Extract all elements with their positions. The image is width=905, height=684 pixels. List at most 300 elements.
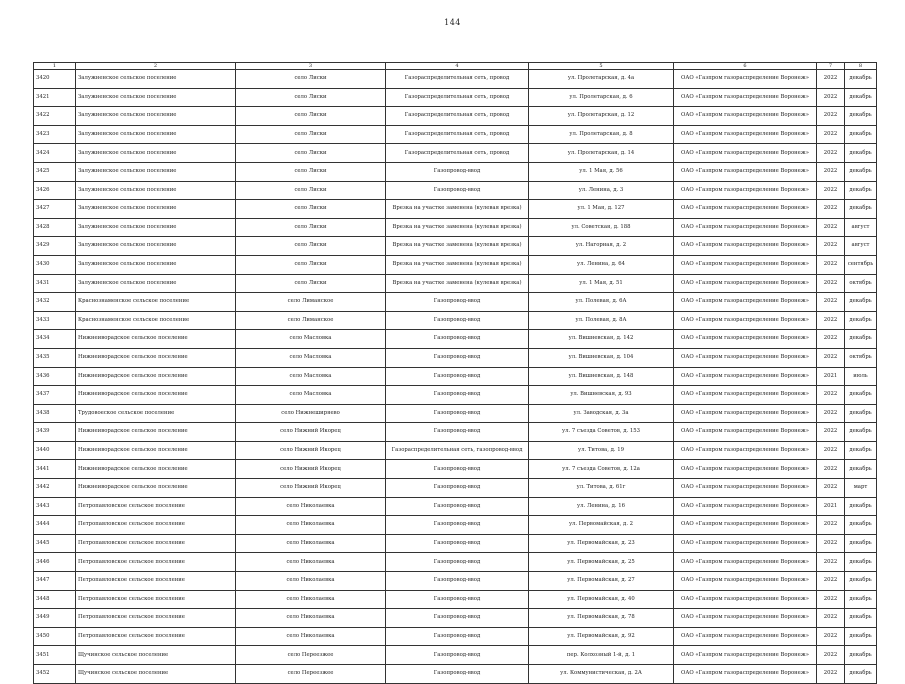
year-cell: 2022 <box>817 200 845 219</box>
owner-cell: ОАО «Газпром газораспределение Воронеж» <box>674 479 817 498</box>
object-cell: Газопровод-ввод <box>386 627 529 646</box>
owner-cell: ОАО «Газпром газораспределение Воронеж» <box>674 646 817 665</box>
address-cell: ул. Вишневская, д. 104 <box>529 348 674 367</box>
year-cell: 2022 <box>817 274 845 293</box>
month-cell: декабрь <box>845 590 877 609</box>
locality-cell: село Масловка <box>236 367 386 386</box>
address-cell: ул. Первомайская, д. 25 <box>529 553 674 572</box>
column-number: 7 <box>817 63 845 70</box>
object-cell: Газопровод-ввод <box>386 590 529 609</box>
table-row <box>34 330 877 349</box>
settlement-cell: Залужненское сельское поселение <box>76 88 236 107</box>
table-row <box>34 200 877 219</box>
row-number: 3426 <box>34 181 76 200</box>
table-row <box>34 441 877 460</box>
row-number: 3430 <box>34 255 76 274</box>
settlement-cell: Щучинское сельское поселение <box>76 646 236 665</box>
object-cell: Врезка на участке заменена (кулевая врезка) <box>386 255 529 274</box>
address-cell: ул. Пролетарская, д. 6 <box>529 88 674 107</box>
year-cell: 2022 <box>817 255 845 274</box>
table-row <box>34 311 877 330</box>
table-row <box>34 386 877 405</box>
month-cell: декабрь <box>845 144 877 163</box>
row-number: 3429 <box>34 237 76 256</box>
column-number: 3 <box>236 63 386 70</box>
owner-cell: ОАО «Газпром газораспределение Воронеж» <box>674 181 817 200</box>
row-number: 3442 <box>34 479 76 498</box>
settlement-cell: Залужненское сельское поселение <box>76 107 236 126</box>
address-cell: ул. 7 съезда Советов, д. 12а <box>529 460 674 479</box>
locality-cell: село Нижний Икорец <box>236 423 386 442</box>
settlement-cell: Петропавловское сельское поселение <box>76 627 236 646</box>
month-cell: декабрь <box>845 646 877 665</box>
locality-cell: село Лиски <box>236 274 386 293</box>
address-cell: ул. Первомайская, д. 78 <box>529 609 674 628</box>
object-cell: Газопровод-ввод <box>386 423 529 442</box>
table-row <box>34 70 877 89</box>
table-row <box>34 88 877 107</box>
month-cell: сентябрь <box>845 255 877 274</box>
owner-cell: ОАО «Газпром газораспределение Воронеж» <box>674 665 817 684</box>
owner-cell: ОАО «Газпром газораспределение Воронеж» <box>674 404 817 423</box>
table-row <box>34 218 877 237</box>
owner-cell: ОАО «Газпром газораспределение Воронеж» <box>674 423 817 442</box>
month-cell: декабрь <box>845 553 877 572</box>
column-number: 4 <box>386 63 529 70</box>
object-cell: Газопровод-ввод <box>386 609 529 628</box>
object-cell: Газораспределительная сеть, провод <box>386 107 529 126</box>
owner-cell: ОАО «Газпром газораспределение Воронеж» <box>674 534 817 553</box>
locality-cell: село Лиски <box>236 255 386 274</box>
month-cell: декабрь <box>845 386 877 405</box>
table-row <box>34 590 877 609</box>
settlement-cell: Залужненское сельское поселение <box>76 162 236 181</box>
address-cell: ул. 1 Мая, д. 51 <box>529 274 674 293</box>
address-cell: ул. 1 Мая, д. 56 <box>529 162 674 181</box>
address-cell: ул. Коммунистическая, д. 2А <box>529 665 674 684</box>
locality-cell: село Николаевка <box>236 534 386 553</box>
table-row <box>34 553 877 572</box>
month-cell: декабрь <box>845 460 877 479</box>
month-cell: декабрь <box>845 423 877 442</box>
locality-cell: село Нижнеширяево <box>236 404 386 423</box>
locality-cell: село Нижний Икорец <box>236 479 386 498</box>
year-cell: 2021 <box>817 497 845 516</box>
row-number: 3421 <box>34 88 76 107</box>
month-cell: июль <box>845 367 877 386</box>
month-cell: декабрь <box>845 404 877 423</box>
table-row <box>34 125 877 144</box>
address-cell: ул. Титова, д. 19 <box>529 441 674 460</box>
object-cell: Врезка на участке заменена (кулевая врезка) <box>386 200 529 219</box>
table-row <box>34 181 877 200</box>
object-cell: Газораспределительная сеть, провод <box>386 144 529 163</box>
address-cell: ул. Ленина, д. 16 <box>529 497 674 516</box>
address-cell: пер. Колхозный 1-й, д. 1 <box>529 646 674 665</box>
object-cell: Газопровод-ввод <box>386 330 529 349</box>
locality-cell: село Лиски <box>236 162 386 181</box>
row-number: 3424 <box>34 144 76 163</box>
settlement-cell: Залужненское сельское поселение <box>76 70 236 89</box>
locality-cell: село Николаевка <box>236 590 386 609</box>
object-cell: Газопровод-ввод <box>386 367 529 386</box>
settlement-cell: Краснознаменское сельское поселение <box>76 311 236 330</box>
month-cell: декабрь <box>845 181 877 200</box>
month-cell: август <box>845 218 877 237</box>
owner-cell: ОАО «Газпром газораспределение Воронеж» <box>674 70 817 89</box>
settlement-cell: Нижнеиворадское сельское поселение <box>76 386 236 405</box>
address-cell: ул. Пролетарская, д. 14 <box>529 144 674 163</box>
object-cell: Газопровод-ввод <box>386 516 529 535</box>
year-cell: 2022 <box>817 404 845 423</box>
owner-cell: ОАО «Газпром газораспределение Воронеж» <box>674 590 817 609</box>
table-row <box>34 237 877 256</box>
year-cell: 2022 <box>817 125 845 144</box>
year-cell: 2022 <box>817 218 845 237</box>
owner-cell: ОАО «Газпром газораспределение Воронеж» <box>674 497 817 516</box>
table-row <box>34 516 877 535</box>
object-cell: Газопровод-ввод <box>386 404 529 423</box>
address-cell: ул. 1 Мая, д. 127 <box>529 200 674 219</box>
object-cell: Врезка на участке заменена (кулевая врезка) <box>386 237 529 256</box>
address-cell: ул. Ленина, д. 64 <box>529 255 674 274</box>
year-cell: 2022 <box>817 237 845 256</box>
month-cell: декабрь <box>845 609 877 628</box>
year-cell: 2022 <box>817 181 845 200</box>
owner-cell: ОАО «Газпром газораспределение Воронеж» <box>674 367 817 386</box>
row-number: 3452 <box>34 665 76 684</box>
owner-cell: ОАО «Газпром газораспределение Воронеж» <box>674 255 817 274</box>
table-row <box>34 646 877 665</box>
settlement-cell: Петропавловское сельское поселение <box>76 553 236 572</box>
year-cell: 2022 <box>817 441 845 460</box>
year-cell: 2022 <box>817 627 845 646</box>
object-cell: Газопровод-ввод <box>386 665 529 684</box>
settlement-cell: Нижнеиворадское сельское поселение <box>76 348 236 367</box>
table-row <box>34 609 877 628</box>
month-cell: декабрь <box>845 125 877 144</box>
year-cell: 2022 <box>817 665 845 684</box>
row-number: 3445 <box>34 534 76 553</box>
settlement-cell: Петропавловское сельское поселение <box>76 572 236 591</box>
object-cell: Газопровод-ввод <box>386 479 529 498</box>
year-cell: 2021 <box>817 367 845 386</box>
address-cell: ул. Полевая, д. 6А <box>529 293 674 312</box>
month-cell: декабрь <box>845 534 877 553</box>
settlement-cell: Петропавловское сельское поселение <box>76 497 236 516</box>
row-number: 3422 <box>34 107 76 126</box>
settlement-cell: Нижнеиворадское сельское поселение <box>76 367 236 386</box>
address-cell: ул. Первомайская, д. 23 <box>529 534 674 553</box>
year-cell: 2022 <box>817 88 845 107</box>
object-cell: Газораспределительная сеть, провод <box>386 88 529 107</box>
locality-cell: село Лиски <box>236 237 386 256</box>
year-cell: 2022 <box>817 162 845 181</box>
locality-cell: село Переезжее <box>236 646 386 665</box>
month-cell: октябрь <box>845 274 877 293</box>
owner-cell: ОАО «Газпром газораспределение Воронеж» <box>674 200 817 219</box>
address-cell: ул. Первомайская, д. 2 <box>529 516 674 535</box>
table-row <box>34 255 877 274</box>
settlement-cell: Залужненское сельское поселение <box>76 237 236 256</box>
table-row <box>34 144 877 163</box>
table-row <box>34 293 877 312</box>
table-row <box>34 479 877 498</box>
row-number: 3436 <box>34 367 76 386</box>
locality-cell: село Лиски <box>236 144 386 163</box>
month-cell: декабрь <box>845 627 877 646</box>
address-cell: ул. Первомайская, д. 40 <box>529 590 674 609</box>
address-cell: ул. Пролетарская, д. 12 <box>529 107 674 126</box>
year-cell: 2022 <box>817 479 845 498</box>
object-cell: Газопровод-ввод <box>386 293 529 312</box>
address-cell: ул. Титова, д. 61г <box>529 479 674 498</box>
page-number: 144 <box>444 18 461 27</box>
month-cell: декабрь <box>845 665 877 684</box>
settlement-cell: Залужненское сельское поселение <box>76 218 236 237</box>
table-row <box>34 534 877 553</box>
row-number: 3439 <box>34 423 76 442</box>
column-number: 6 <box>674 63 817 70</box>
address-cell: ул. Пролетарская, д. 8 <box>529 125 674 144</box>
address-cell: ул. Заводская, д. 3а <box>529 404 674 423</box>
locality-cell: село Нижний Икорец <box>236 460 386 479</box>
locality-cell: село Лиски <box>236 200 386 219</box>
row-number: 3420 <box>34 70 76 89</box>
object-cell: Врезка на участке заменена (кулевая врезка) <box>386 218 529 237</box>
locality-cell: село Лиманское <box>236 293 386 312</box>
address-cell: ул. 7 съезда Советов, д. 153 <box>529 423 674 442</box>
settlement-cell: Залужненское сельское поселение <box>76 144 236 163</box>
locality-cell: село Николаевка <box>236 497 386 516</box>
object-cell: Газопровод-ввод <box>386 534 529 553</box>
table-row <box>34 627 877 646</box>
table-row <box>34 423 877 442</box>
row-number: 3440 <box>34 441 76 460</box>
table-row <box>34 274 877 293</box>
owner-cell: ОАО «Газпром газораспределение Воронеж» <box>674 330 817 349</box>
row-number: 3427 <box>34 200 76 219</box>
locality-cell: село Николаевка <box>236 609 386 628</box>
month-cell: декабрь <box>845 162 877 181</box>
owner-cell: ОАО «Газпром газораспределение Воронеж» <box>674 144 817 163</box>
year-cell: 2022 <box>817 572 845 591</box>
object-cell: Газопровод-ввод <box>386 572 529 591</box>
settlement-cell: Петропавловское сельское поселение <box>76 590 236 609</box>
locality-cell: село Николаевка <box>236 553 386 572</box>
owner-cell: ОАО «Газпром газораспределение Воронеж» <box>674 162 817 181</box>
address-cell: ул. Советская, д. 188 <box>529 218 674 237</box>
table-row <box>34 348 877 367</box>
table-row <box>34 404 877 423</box>
locality-cell: село Лиски <box>236 107 386 126</box>
row-number: 3448 <box>34 590 76 609</box>
row-number: 3441 <box>34 460 76 479</box>
owner-cell: ОАО «Газпром газораспределение Воронеж» <box>674 460 817 479</box>
year-cell: 2022 <box>817 348 845 367</box>
column-number: 1 <box>34 63 76 70</box>
locality-cell: село Лиски <box>236 88 386 107</box>
object-cell: Газопровод-ввод <box>386 497 529 516</box>
settlement-cell: Залужненское сельское поселение <box>76 200 236 219</box>
locality-cell: село Лиски <box>236 125 386 144</box>
table-row <box>34 367 877 386</box>
object-cell: Газораспределительная сеть, провод <box>386 125 529 144</box>
locality-cell: село Масловка <box>236 330 386 349</box>
month-cell: декабрь <box>845 293 877 312</box>
table-row <box>34 497 877 516</box>
owner-cell: ОАО «Газпром газораспределение Воронеж» <box>674 311 817 330</box>
table-row <box>34 665 877 684</box>
month-cell: декабрь <box>845 200 877 219</box>
address-cell: ул. Полевая, д. 8А <box>529 311 674 330</box>
month-cell: декабрь <box>845 70 877 89</box>
object-cell: Врезка на участке заменена (кулевая врезка) <box>386 274 529 293</box>
settlement-cell: Краснознаменское сельское поселение <box>76 293 236 312</box>
month-cell: октябрь <box>845 348 877 367</box>
year-cell: 2022 <box>817 293 845 312</box>
row-number: 3446 <box>34 553 76 572</box>
year-cell: 2022 <box>817 534 845 553</box>
settlement-cell: Нижнеиворадское сельское поселение <box>76 479 236 498</box>
month-cell: декабрь <box>845 497 877 516</box>
object-cell: Газопровод-ввод <box>386 386 529 405</box>
year-cell: 2022 <box>817 311 845 330</box>
settlement-cell: Трудовоеское сельское поселение <box>76 404 236 423</box>
locality-cell: село Переезжее <box>236 665 386 684</box>
row-number: 3449 <box>34 609 76 628</box>
row-number: 3443 <box>34 497 76 516</box>
object-cell: Газопровод-ввод <box>386 348 529 367</box>
year-cell: 2022 <box>817 460 845 479</box>
row-number: 3447 <box>34 572 76 591</box>
settlement-cell: Петропавловское сельское поселение <box>76 516 236 535</box>
owner-cell: ОАО «Газпром газораспределение Воронеж» <box>674 107 817 126</box>
row-number: 3451 <box>34 646 76 665</box>
locality-cell: село Лиски <box>236 218 386 237</box>
year-cell: 2022 <box>817 386 845 405</box>
owner-cell: ОАО «Газпром газораспределение Воронеж» <box>674 237 817 256</box>
object-cell: Газопровод-ввод <box>386 460 529 479</box>
settlement-cell: Нижнеиворадское сельское поселение <box>76 330 236 349</box>
address-cell: ул. Первомайская, д. 92 <box>529 627 674 646</box>
row-number: 3435 <box>34 348 76 367</box>
owner-cell: ОАО «Газпром газораспределение Воронеж» <box>674 274 817 293</box>
settlement-cell: Щучинское сельское поселение <box>76 665 236 684</box>
owner-cell: ОАО «Газпром газораспределение Воронеж» <box>674 88 817 107</box>
gas-objects-table <box>33 62 877 684</box>
year-cell: 2022 <box>817 553 845 572</box>
month-cell: декабрь <box>845 441 877 460</box>
object-cell: Газораспределительная сеть, газопровод-ввод <box>386 441 529 460</box>
row-number: 3434 <box>34 330 76 349</box>
owner-cell: ОАО «Газпром газораспределение Воронеж» <box>674 572 817 591</box>
row-number: 3432 <box>34 293 76 312</box>
locality-cell: село Масловка <box>236 348 386 367</box>
column-number-row <box>34 63 877 70</box>
table-row <box>34 107 877 126</box>
year-cell: 2022 <box>817 144 845 163</box>
settlement-cell: Петропавловское сельское поселение <box>76 534 236 553</box>
year-cell: 2022 <box>817 646 845 665</box>
table-row <box>34 572 877 591</box>
owner-cell: ОАО «Газпром газораспределение Воронеж» <box>674 627 817 646</box>
owner-cell: ОАО «Газпром газораспределение Воронеж» <box>674 609 817 628</box>
month-cell: декабрь <box>845 516 877 535</box>
locality-cell: село Лиски <box>236 70 386 89</box>
month-cell: декабрь <box>845 572 877 591</box>
year-cell: 2022 <box>817 516 845 535</box>
locality-cell: село Лиски <box>236 181 386 200</box>
year-cell: 2022 <box>817 423 845 442</box>
row-number: 3425 <box>34 162 76 181</box>
row-number: 3428 <box>34 218 76 237</box>
settlement-cell: Нижнеиворадское сельское поселение <box>76 423 236 442</box>
object-cell: Газопровод-ввод <box>386 311 529 330</box>
address-cell: ул. Первомайская, д. 27 <box>529 572 674 591</box>
owner-cell: ОАО «Газпром газораспределение Воронеж» <box>674 516 817 535</box>
month-cell: декабрь <box>845 330 877 349</box>
year-cell: 2022 <box>817 70 845 89</box>
owner-cell: ОАО «Газпром газораспределение Воронеж» <box>674 386 817 405</box>
locality-cell: село Николаевка <box>236 627 386 646</box>
month-cell: декабрь <box>845 88 877 107</box>
locality-cell: село Нижний Икорец <box>236 441 386 460</box>
settlement-cell: Залужненское сельское поселение <box>76 125 236 144</box>
owner-cell: ОАО «Газпром газораспределение Воронеж» <box>674 441 817 460</box>
owner-cell: ОАО «Газпром газораспределение Воронеж» <box>674 293 817 312</box>
row-number: 3437 <box>34 386 76 405</box>
address-cell: ул. Вишневская, д. 148 <box>529 367 674 386</box>
locality-cell: село Николаевка <box>236 572 386 591</box>
table-row <box>34 162 877 181</box>
month-cell: март <box>845 479 877 498</box>
locality-cell: село Масловка <box>236 386 386 405</box>
column-number: 2 <box>76 63 236 70</box>
row-number: 3431 <box>34 274 76 293</box>
owner-cell: ОАО «Газпром газораспределение Воронеж» <box>674 218 817 237</box>
month-cell: декабрь <box>845 107 877 126</box>
object-cell: Газопровод-ввод <box>386 553 529 572</box>
owner-cell: ОАО «Газпром газораспределение Воронеж» <box>674 553 817 572</box>
row-number: 3450 <box>34 627 76 646</box>
settlement-cell: Нижнеиворадское сельское поселение <box>76 441 236 460</box>
year-cell: 2022 <box>817 330 845 349</box>
object-cell: Газораспределительная сеть, провод <box>386 70 529 89</box>
year-cell: 2022 <box>817 609 845 628</box>
row-number: 3423 <box>34 125 76 144</box>
month-cell: август <box>845 237 877 256</box>
settlement-cell: Залужненское сельское поселение <box>76 181 236 200</box>
address-cell: ул. Нагорная, д. 2 <box>529 237 674 256</box>
settlement-cell: Нижнеиворадское сельское поселение <box>76 460 236 479</box>
object-cell: Газопровод-ввод <box>386 162 529 181</box>
address-cell: ул. Вишневская, д. 93 <box>529 386 674 405</box>
locality-cell: село Лиманское <box>236 311 386 330</box>
year-cell: 2022 <box>817 590 845 609</box>
locality-cell: село Николаевка <box>236 516 386 535</box>
object-cell: Газопровод-ввод <box>386 181 529 200</box>
address-cell: ул. Пролетарская, д. 4а <box>529 70 674 89</box>
address-cell: ул. Вишневская, д. 142 <box>529 330 674 349</box>
table-row <box>34 460 877 479</box>
address-cell: ул. Ленина, д. 3 <box>529 181 674 200</box>
column-number: 8 <box>845 63 877 70</box>
owner-cell: ОАО «Газпром газораспределение Воронеж» <box>674 125 817 144</box>
owner-cell: ОАО «Газпром газораспределение Воронеж» <box>674 348 817 367</box>
settlement-cell: Петропавловское сельское поселение <box>76 609 236 628</box>
year-cell: 2022 <box>817 107 845 126</box>
